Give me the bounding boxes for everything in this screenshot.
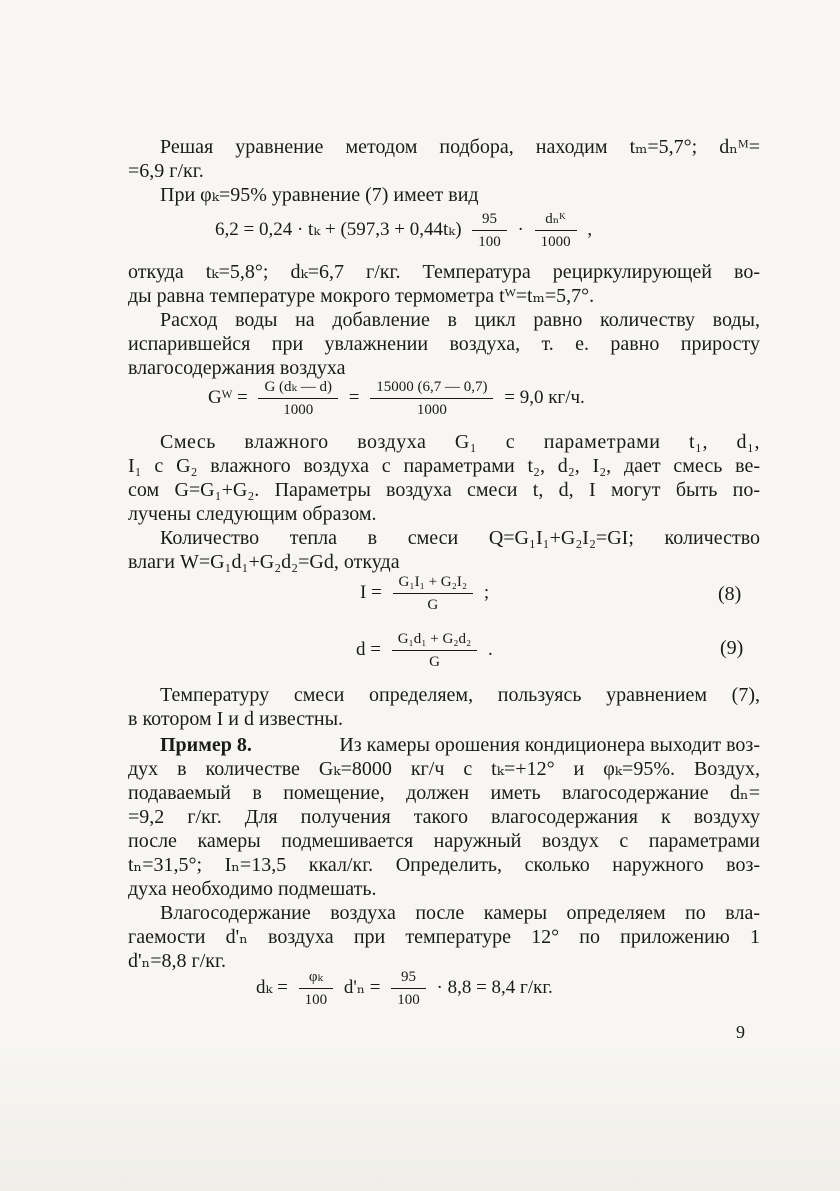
- eq5-tail: · 8,8 = 8,4 г/кг.: [436, 976, 553, 998]
- equation-number: (8): [718, 583, 742, 605]
- eq2-mid: =: [348, 386, 360, 408]
- eq2-f1-den: 1000: [258, 398, 338, 419]
- eq5-fraction-1: [299, 968, 334, 1009]
- eq1-f2-num: dₙᴷ: [545, 211, 567, 227]
- scan-shadow: [0, 1040, 840, 1191]
- text-line: Смесь влажного воздуха G₁ с параметрами t₁, d₁,: [160, 431, 760, 453]
- equation-1: [215, 210, 592, 251]
- eq1-tail: ,: [587, 218, 593, 240]
- eq3-num: G₁I₁ + G₂I₂: [398, 574, 468, 590]
- text-line: Решая уравнение методом подбора, находим tₘ=5,7°; dₙᴹ=: [160, 136, 760, 158]
- eq5-lhs: dₖ =: [256, 976, 288, 998]
- eq4-den: G: [392, 650, 478, 671]
- eq5-f2-num: 95: [401, 969, 417, 985]
- eq5-fraction-2: [391, 968, 426, 1009]
- text-line: Количество тепла в смеси Q=G₁I₁+G₂I₂=GI; количество: [160, 527, 760, 549]
- text-line: =6,9 г/кг.: [128, 160, 204, 182]
- equation-number: (9): [720, 637, 744, 659]
- eq4-num: G₁d₁ + G₂d₂: [397, 631, 472, 647]
- eq1-f1-den: 100: [472, 230, 507, 251]
- eq1-dot: ·: [517, 218, 524, 240]
- eq2-tail: = 9,0 кг/ч.: [504, 386, 585, 408]
- eq1-lhs: 6,2 = 0,24 · tₖ + (597,3 + 0,44tₖ): [215, 218, 462, 240]
- eq1-f1-num: 95: [482, 211, 498, 227]
- text-line: ды равна температуре мокрого термометра tᵂ=tₘ=5,7°.: [128, 285, 595, 307]
- page-number: 9: [736, 1022, 745, 1042]
- text-line: I₁ с G₂ влажного воздуха с параметрами t₂, d₂, I₂, дает смесь ве-: [128, 455, 760, 477]
- text-line: духа необходимо подмешать.: [128, 878, 377, 900]
- equation-2: [208, 378, 585, 419]
- text-line: влагосодержания воздуха: [128, 357, 346, 379]
- eq5-mid: d'ₙ =: [343, 976, 381, 998]
- eq1-f2-den: 1000: [535, 230, 577, 251]
- eq2-f1-num: G (dₖ — d): [264, 379, 333, 395]
- eq2-fraction-1: [258, 378, 338, 419]
- eq3-lhs: I =: [360, 581, 382, 603]
- eq3-den: G: [393, 593, 474, 614]
- equation-4: [356, 630, 493, 671]
- text-line: после камеры подмешивается наружный воздух с параметрами: [128, 830, 760, 852]
- text-line: Расход воды на добавление в цикл равно количеству воды,: [160, 309, 760, 331]
- eq4-tail: .: [488, 638, 493, 660]
- eq4-fraction: [392, 630, 478, 671]
- text-line: в котором I и d известны.: [128, 708, 344, 730]
- eq5-f1-num: φₖ: [308, 969, 323, 985]
- text-line: гаемости d'ₙ воздуха при температуре 12° по приложению 1: [128, 926, 760, 948]
- eq2-fraction-2: [370, 378, 493, 419]
- eq3-fraction: [393, 573, 474, 614]
- text-line: Температуру смеси определяем, пользуясь уравнением (7),: [160, 684, 760, 706]
- text-line: При φₖ=95% уравнение (7) имеет вид: [160, 184, 479, 206]
- eq5-f2-den: 100: [391, 988, 426, 1009]
- eq3-tail: ;: [483, 581, 490, 603]
- text-line: лучены следующим образом.: [128, 503, 377, 525]
- text-line: подаваемый в помещение, должен иметь влагосодержание dₙ=: [128, 782, 760, 804]
- text-line: Из камеры орошения кондиционера выходит воз-: [339, 734, 760, 756]
- text-line: откуда tₖ=5,8°; dₖ=6,7 г/кг. Температура рециркулирующей во-: [128, 261, 760, 283]
- eq2-f2-num: 15000 (6,7 — 0,7): [376, 379, 488, 395]
- text-line: d'ₙ=8,8 г/кг.: [128, 950, 226, 972]
- equation-3: [360, 573, 489, 614]
- eq1-fraction-d: [535, 210, 577, 251]
- example-heading-line: [160, 733, 760, 757]
- eq2-f2-den: 1000: [370, 398, 493, 419]
- eq2-lhs: Gᵂ =: [208, 386, 248, 408]
- text-line: испарившейся при увлажнении воздуха, т. е. равно приросту: [128, 333, 760, 355]
- text-line: tₙ=31,5°; Iₙ=13,5 ккал/кг. Определить, сколько наружного воз-: [128, 854, 760, 876]
- eq4-lhs: d =: [356, 638, 381, 660]
- eq5-f1-den: 100: [299, 988, 334, 1009]
- eq1-fraction-phi: [472, 210, 507, 251]
- text-line: =9,2 г/кг. Для получения такого влагосодержания к воздуху: [128, 806, 760, 828]
- text-line: дух в количестве Gₖ=8000 кг/ч с tₖ=+12° и φₖ=95%. Воздух,: [128, 758, 760, 780]
- equation-5: [256, 968, 553, 1009]
- text-line: влаги W=G₁d₁+G₂d₂=Gd, откуда: [128, 551, 400, 573]
- example-label: Пример 8.: [160, 734, 252, 756]
- text-line: сом G=G₁+G₂. Параметры воздуха смеси t, d, I могут быть по-: [128, 479, 760, 501]
- text-line: Влагосодержание воздуха после камеры определяем по вла-: [160, 902, 760, 924]
